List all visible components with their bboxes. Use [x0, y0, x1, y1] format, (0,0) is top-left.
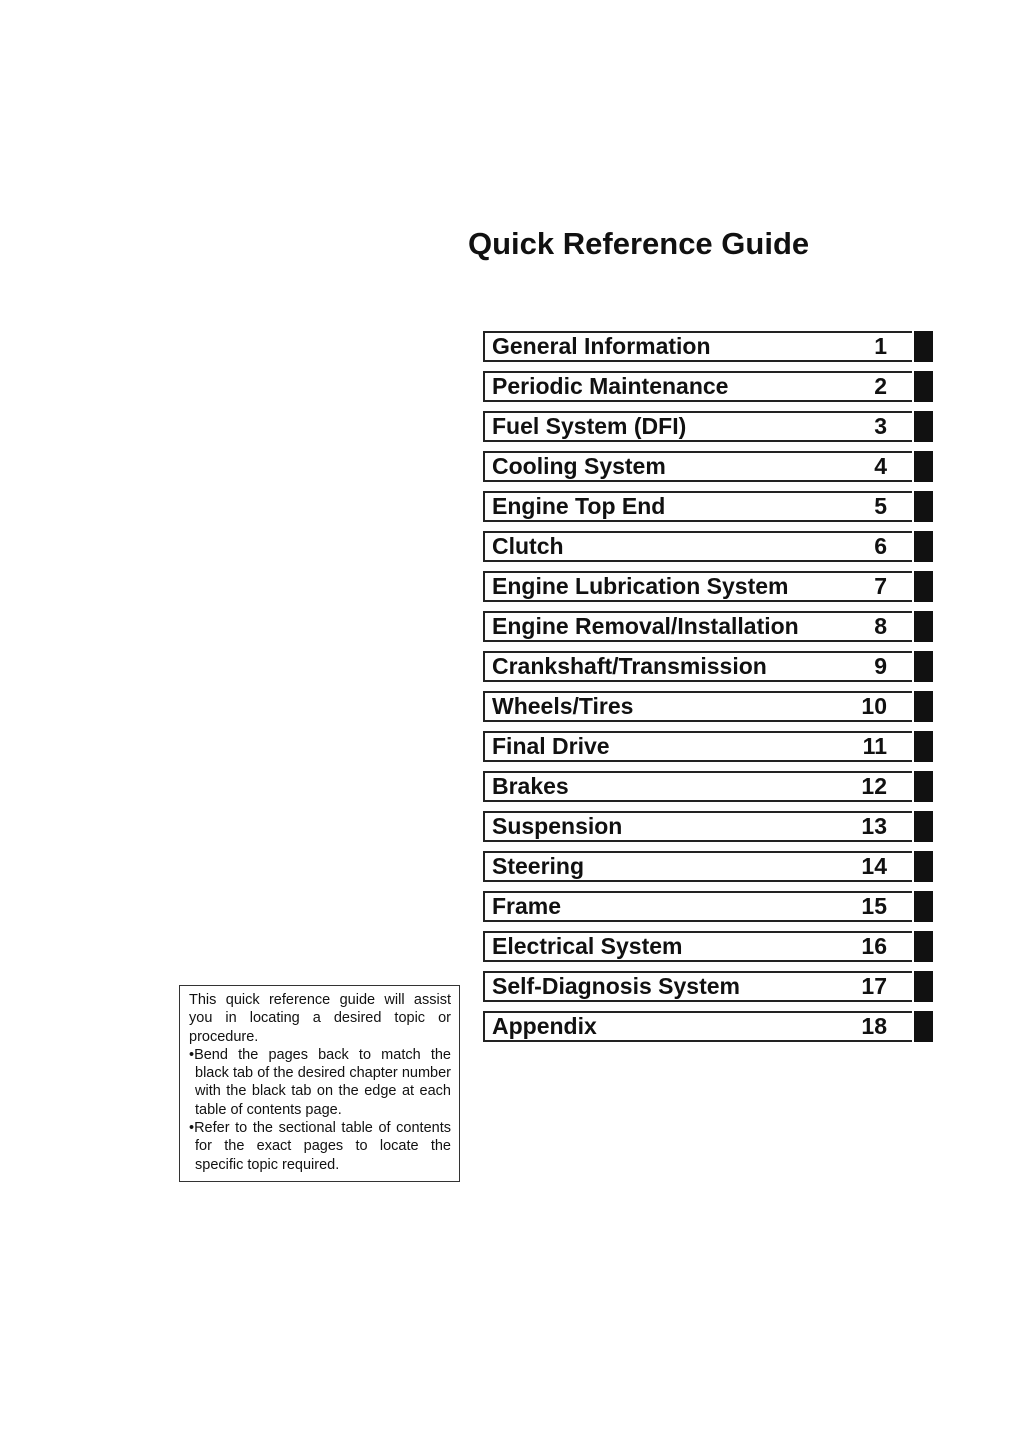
chapter-number: 12 [861, 773, 887, 799]
chapter-name: Wheels/Tires [492, 693, 634, 719]
chapter-number: 6 [874, 533, 887, 559]
chapter-number: 9 [874, 653, 887, 679]
page-title: Quick Reference Guide [468, 226, 810, 261]
black-tab [912, 411, 933, 442]
chapter-row-frame[interactable] [483, 891, 933, 922]
chapter-row-wheels-tires[interactable] [483, 691, 933, 722]
chapter-number: 14 [861, 853, 887, 879]
black-tab [912, 531, 933, 562]
chapter-number: 5 [874, 493, 887, 519]
chapter-name: Periodic Maintenance [492, 373, 729, 399]
chapter-row-self-diagnosis-system[interactable] [483, 971, 933, 1002]
black-tab [912, 731, 933, 762]
chapter-row-periodic-maintenance[interactable] [483, 371, 933, 402]
black-tab [912, 931, 933, 962]
chapter-name: Electrical System [492, 933, 683, 959]
black-tab [912, 851, 933, 882]
chapter-name: Frame [492, 893, 562, 919]
chapter-number: 8 [874, 613, 887, 639]
chapter-row-engine-top-end[interactable] [483, 491, 933, 522]
black-tab [912, 651, 933, 682]
chapter-name: Self-Diagnosis System [492, 973, 740, 999]
chapter-number: 2 [874, 373, 887, 399]
black-tab [912, 611, 933, 642]
chapter-row-general-information[interactable] [483, 331, 933, 362]
chapter-number: 3 [874, 413, 887, 439]
black-tab [912, 491, 933, 522]
chapter-name: Engine Removal/Installation [492, 613, 799, 639]
note-bullet-refer-contents: •Refer to the sectional table of contents for the exact pages to locate the specific topic required. [189, 1120, 451, 1173]
chapter-number: 7 [874, 573, 887, 599]
chapter-name: Appendix [492, 1013, 597, 1039]
chapter-list [483, 331, 933, 1051]
black-tab [912, 1011, 933, 1042]
chapter-number: 1 [874, 333, 887, 359]
chapter-row-appendix[interactable] [483, 1011, 933, 1042]
chapter-number: 4 [874, 453, 887, 479]
chapter-name: Cooling System [492, 453, 666, 479]
chapter-name: Engine Top End [492, 493, 666, 519]
chapter-row-crankshaft-transmission[interactable] [483, 651, 933, 682]
chapter-number: 13 [861, 813, 887, 839]
chapter-number: 18 [861, 1013, 887, 1039]
black-tab [912, 571, 933, 602]
black-tab [912, 451, 933, 482]
chapter-row-suspension[interactable] [483, 811, 933, 842]
black-tab [912, 331, 933, 362]
note-bullet-bend-pages: •Bend the pages back to match the black tab of the desired chapter number with the black tab on the edge at each table of contents page. [189, 1046, 451, 1118]
chapter-name: Fuel System (DFI) [492, 413, 687, 439]
chapter-name: Suspension [492, 813, 623, 839]
note-intro: This quick reference guide will assist you in locating a desired topic or procedure. [189, 992, 451, 1045]
chapter-row-electrical-system[interactable] [483, 931, 933, 962]
chapter-row-engine-removal-installation[interactable] [483, 611, 933, 642]
chapter-row-cooling-system[interactable] [483, 451, 933, 482]
black-tab [912, 371, 933, 402]
chapter-row-fuel-system[interactable] [483, 411, 933, 442]
chapter-row-final-drive[interactable] [483, 731, 933, 762]
chapter-number: 17 [861, 973, 887, 999]
chapter-number: 15 [861, 893, 887, 919]
chapter-row-brakes[interactable] [483, 771, 933, 802]
black-tab [912, 691, 933, 722]
black-tab [912, 971, 933, 1002]
chapter-name: Steering [492, 853, 585, 879]
black-tab [912, 771, 933, 802]
chapter-number: 16 [861, 933, 887, 959]
chapter-row-steering[interactable] [483, 851, 933, 882]
black-tab [912, 811, 933, 842]
instruction-note-box [179, 985, 460, 1182]
chapter-name: Engine Lubrication System [492, 573, 789, 599]
black-tab [912, 891, 933, 922]
chapter-name: Final Drive [492, 733, 610, 759]
chapter-number: 10 [861, 693, 887, 719]
chapter-row-engine-lubrication-system[interactable] [483, 571, 933, 602]
chapter-name: Crankshaft/Transmission [492, 653, 767, 679]
chapter-number: 11 [862, 733, 887, 759]
chapter-name: Brakes [492, 773, 569, 799]
chapter-row-clutch[interactable] [483, 531, 933, 562]
chapter-name: Clutch [492, 533, 564, 559]
chapter-name: General Information [492, 333, 711, 359]
